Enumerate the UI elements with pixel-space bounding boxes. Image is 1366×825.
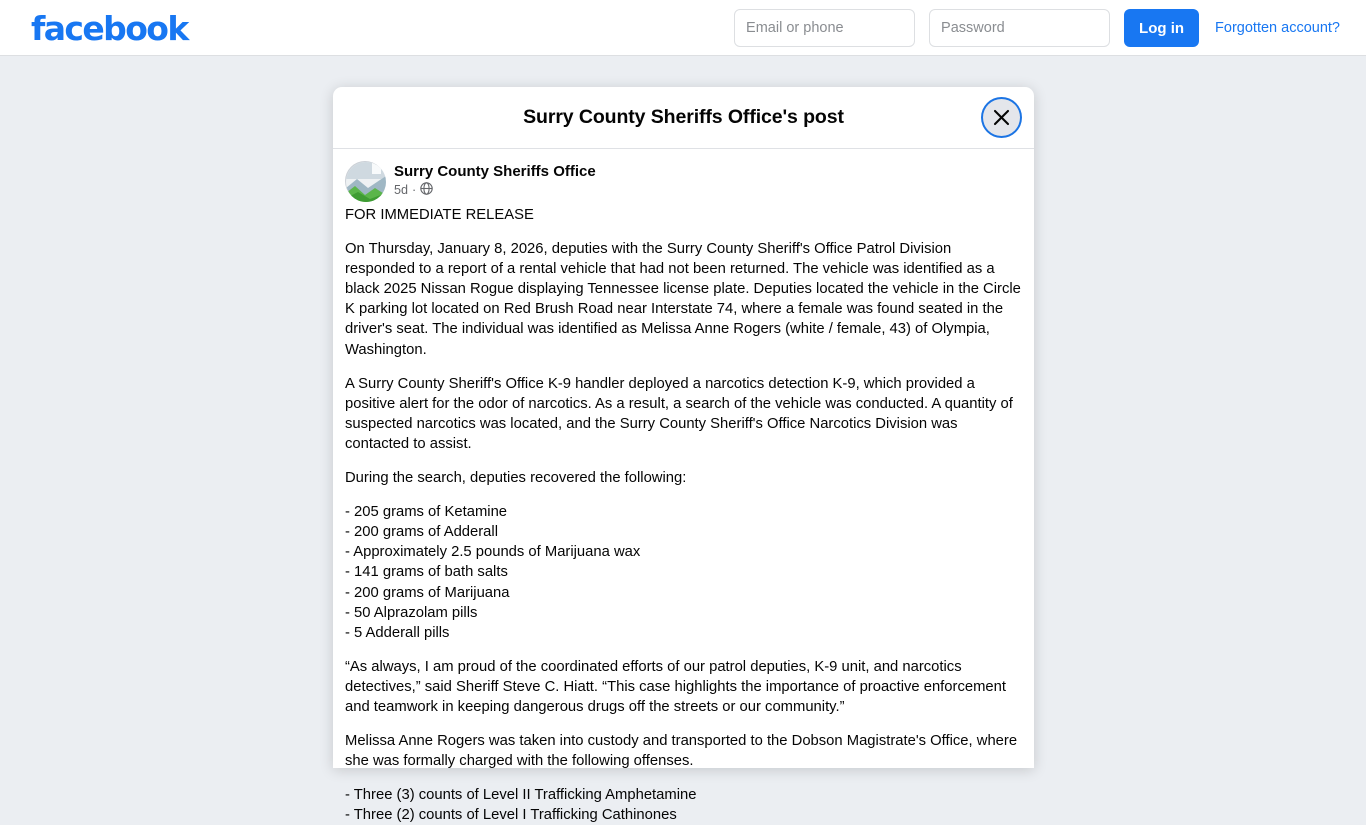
- list-item: - 141 grams of bath salts: [345, 564, 508, 581]
- list-item: - Three (3) counts of Level II Trafficking Amphetamine: [345, 787, 697, 804]
- meta-separator: ·: [412, 183, 417, 197]
- post-author-row: [333, 149, 1034, 201]
- login-button[interactable]: Log in: [1124, 9, 1199, 47]
- post-timestamp: 5d: [394, 183, 409, 197]
- password-input[interactable]: [929, 9, 1110, 47]
- close-icon: [993, 109, 1010, 126]
- list-item: - Three (2) counts of Level I Trafficking Cathinones: [345, 807, 677, 824]
- post-quote-paragraph: “As always, I am proud of the coordinated efforts of our patrol deputies, K-9 unit, and narcotics detectives,” said Sheriff Steve C. Hiatt. “This case highlights the importance of proactive enforcement and teamwork in keeping dangerous drugs off the streets or our community.”: [345, 658, 1006, 715]
- list-item: - 50 Alprazolam pills: [345, 604, 478, 621]
- post-paragraph-1: On Thursday, January 8, 2026, deputies with the Surry County Sheriff's Office Patrol Division responded to a report of a rental vehicle that had not been returned. The vehicle was identified as a black 2025 Nissan Rogue displaying Tennessee license plate. Deputies located the vehicle in the Circle K parking lot located on Red Brush Road near Interstate 74, where a female was found seated in the driver's seat. The individual was identified as Melissa Anne Rogers (white / female, 43) of Olympia, Washington.: [345, 241, 1021, 358]
- modal-title: Surry County Sheriffs Office's post: [523, 106, 844, 128]
- list-item: - 205 grams of Ketamine: [345, 504, 508, 521]
- globe-icon: [420, 182, 433, 200]
- charges-list: [345, 785, 1022, 825]
- list-item: - 200 grams of Adderall: [345, 524, 498, 541]
- list-item: - Approximately 2.5 pounds of Marijuana wax: [345, 544, 641, 561]
- forgotten-account-link[interactable]: Forgotten account?: [1215, 20, 1340, 36]
- author-name[interactable]: Surry County Sheriffs Office: [394, 162, 596, 180]
- top-login-bar: [0, 0, 1366, 56]
- post-body: [333, 149, 1034, 824]
- avatar[interactable]: [345, 161, 385, 201]
- list-item: - 5 Adderall pills: [345, 624, 450, 641]
- author-meta: [394, 163, 596, 200]
- close-icon-button[interactable]: [983, 99, 1020, 136]
- post-paragraph-4: Melissa Anne Rogers was taken into custody and transported to the Dobson Magistrate's Office, where she was formally charged with the following offenses.: [345, 733, 1018, 770]
- post-headline: FOR IMMEDIATE RELEASE: [345, 207, 534, 223]
- post-paragraph-2: A Surry County Sheriff's Office K-9 handler deployed a narcotics detection K-9, which provided a positive alert for the odor of narcotics. As a result, a search of the vehicle was conducted. A quantity of suspected narcotics was located, and the Surry County Sheriff's Office Narcotics Division was contacted to assist.: [345, 375, 1013, 452]
- post-meta: [394, 182, 596, 200]
- facebook-logo[interactable]: facebook: [31, 9, 188, 48]
- post-modal: [333, 87, 1034, 824]
- modal-header: [333, 87, 1034, 149]
- recovered-items-list: [345, 502, 1022, 643]
- post-paragraph-3: During the search, deputies recovered the following:: [345, 470, 687, 487]
- login-form: [734, 9, 1340, 47]
- email-or-phone-input[interactable]: [734, 9, 915, 47]
- post-message: [333, 201, 1034, 825]
- list-item: - 200 grams of Marijuana: [345, 584, 510, 601]
